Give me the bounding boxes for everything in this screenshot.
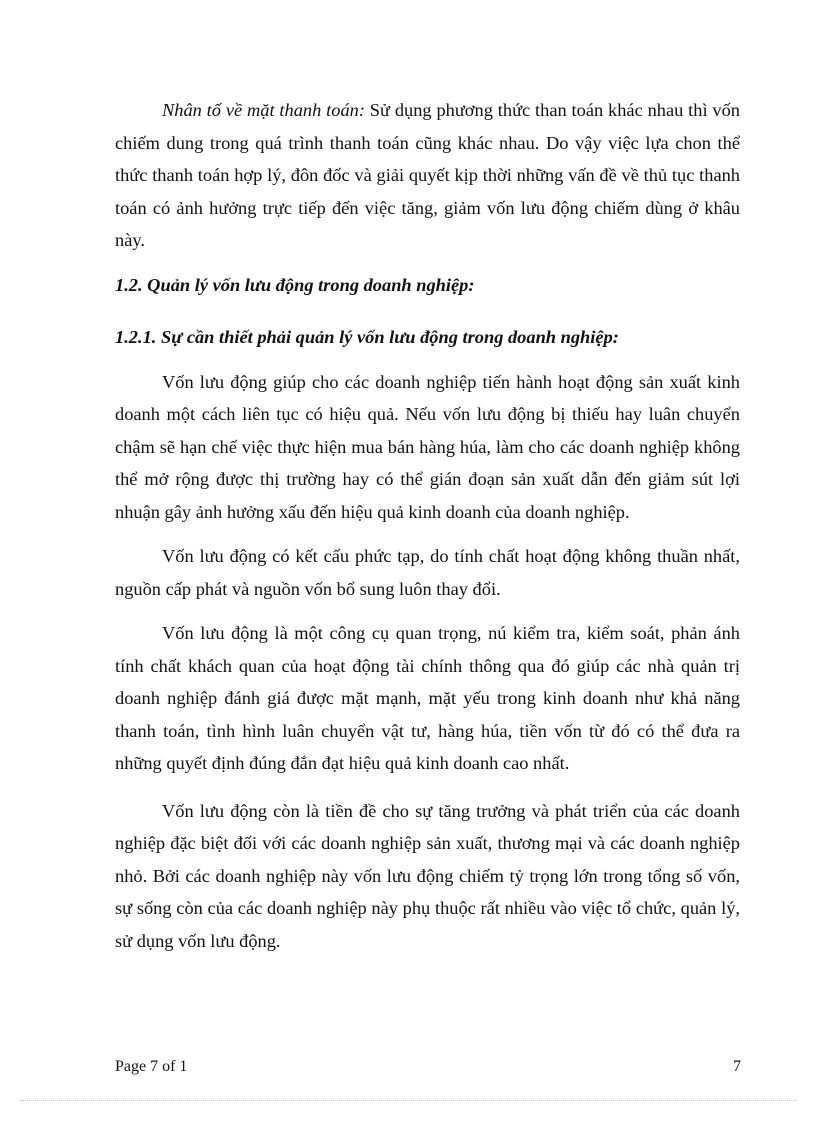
paragraph: Vốn lưu động còn là tiền đề cho sự tăng trưởng và phát triển của các doanh nghiệp đặc biệt đối với các doanh nghiệp sản xuất, thương mại và các doanh nghiệp nhỏ. Bởi các doanh nghiệp này vốn lưu động chiếm tỷ trọng lớn trong tổng số vốn, sự sống còn của các doanh nghiệp này phụ thuộc rất nhiều vào việc tổ chức, quản lý, sử dụng vốn lưu động. (115, 800, 740, 951)
paragraph-lead-italic: Nhân tố về mặt thanh toán: (162, 100, 365, 120)
paragraph: Vốn lưu động là một công cụ quan trọng, nú kiểm tra, kiểm soát, phản ánh tính chất khách quan của hoạt động tài chính thông qua đó giúp các nhà quản trị doanh nghiệp đánh giá được mặt mạnh, mặt yếu trong kinh doanh như khả năng thanh toán, tình hình luân chuyển vật tư, hàng húa, tiền vốn từ đó có thể đưa ra những quyết định đúng đắn đạt hiệu quả kinh doanh cao nhất. (115, 623, 740, 773)
subsection-heading: 1.2.1. Sự cần thiết phải quản lý vốn lưu động trong doanh nghiệp: (115, 327, 619, 347)
page-body (115, 94, 740, 957)
paragraph: Vốn lưu động có kết cấu phức tạp, do tính chất hoạt động không thuần nhất, nguồn cấp phát và nguồn vốn bổ sung luôn thay đổi. (115, 546, 740, 599)
section-heading: 1.2. Quản lý vốn lưu động trong doanh nghiệp: (115, 274, 475, 295)
footer-page-number: 7 (733, 1058, 741, 1075)
page-bottom-divider (20, 1100, 796, 1101)
paragraph-text: Sử dụng phương thức than toán khác nhau thì vốn chiếm dung trong quá trình thanh toán cũng khác nhau. Do vậy việc lựa chon thể thức thanh toán hợp lý, đôn đốc và giải quyết kịp thời những vấn đề về thủ tục thanh toán có ảnh hưởng trực tiếp đến việc tăng, giảm vốn lưu động chiếm dùng ở khâu này. (115, 100, 740, 250)
footer-page-label: Page 7 of 1 (115, 1058, 188, 1075)
paragraph-payment-factor (115, 94, 740, 257)
paragraph: Vốn lưu động giúp cho các doanh nghiệp tiến hành hoạt động sản xuất kinh doanh một cách liên tục có hiệu quả. Nếu vốn lưu động bị thiếu hay luân chuyển chậm sẽ hạn chế việc thực hiện mua bán hàng húa, làm cho các doanh nghiệp không thể mở rộng được thị trường hay có thể gián đoạn sản xuất dẫn đến giảm sút lợi nhuận gây ảnh hưởng xấu đến hiệu quả kinh doanh của doanh nghiệp. (115, 371, 740, 522)
